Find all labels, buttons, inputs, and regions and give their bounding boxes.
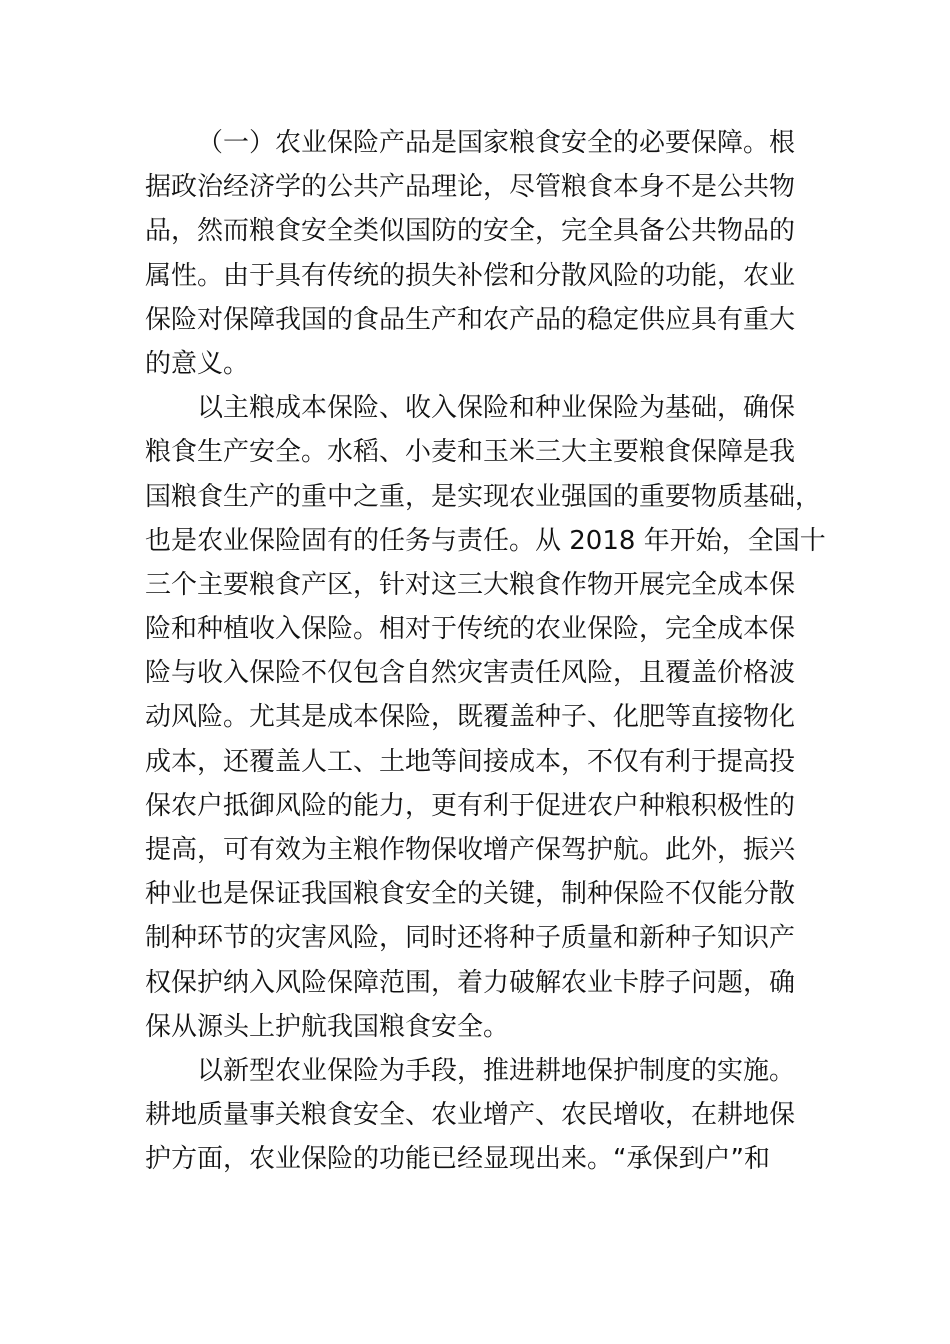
text-line: 提高，可有效为主粮作物保收增产保驾护航。此外，振兴 xyxy=(145,835,796,865)
text-line: 制种环节的灾害风险，同时还将种子质量和新种子知识产 xyxy=(145,923,796,954)
text-line: 据政治经济学的公共产品理论，尽管粮食本身不是公共物 xyxy=(145,172,796,203)
paragraph-1 xyxy=(145,121,796,386)
text-line: 也是农业保险固有的任务与责任。从 2018 年开始，全国十 xyxy=(145,525,826,556)
text-line: 属性。由于具有传统的损失补偿和分散风险的功能，农业 xyxy=(145,260,796,291)
text-line: （一）农业保险产品是国家粮食安全的必要保障。根 xyxy=(197,128,796,158)
paragraph-3 xyxy=(145,1049,796,1182)
text-line: 成本，还覆盖人工、土地等间接成本，不仅有利于提高投 xyxy=(145,746,796,777)
text-line: 耕地质量事关粮食安全、农业增产、农民增收，在耕地保 xyxy=(145,1100,796,1131)
text-line: 的意义。 xyxy=(145,348,250,379)
paragraph-2 xyxy=(145,386,826,1049)
text-line: 护方面，农业保险的功能已经显现出来。“承保到户”和 xyxy=(145,1144,770,1175)
document-body xyxy=(145,121,826,1182)
text-line: 险与收入保险不仅包含自然灾害责任风险，且覆盖价格波 xyxy=(145,658,796,689)
text-line: 品，然而粮食安全类似国防的安全，完全具备公共物品的 xyxy=(145,216,796,247)
text-line: 动风险。尤其是成本保险，既覆盖种子、化肥等直接物化 xyxy=(145,702,796,733)
text-line: 权保护纳入风险保障范围，着力破解农业卡脖子问题，确 xyxy=(145,967,796,998)
text-line: 粮食生产安全。水稻、小麦和玉米三大主要粮食保障是我 xyxy=(145,437,796,468)
text-line: 国粮食生产的重中之重，是实现农业强国的重要物质基础， xyxy=(145,481,822,512)
text-line: 保从源头上护航我国粮食安全。 xyxy=(145,1011,510,1042)
text-line: 种业也是保证我国粮食安全的关键，制种保险不仅能分散 xyxy=(145,879,796,910)
text-line: 以主粮成本保险、收入保险和种业保险为基础，确保 xyxy=(197,393,796,424)
text-line: 三个主要粮食产区，针对这三大粮食作物开展完全成本保 xyxy=(145,569,796,600)
text-line: 险和种植收入保险。相对于传统的农业保险，完全成本保 xyxy=(145,614,796,645)
text-line: 保农户抵御风险的能力，更有利于促进农户种粮积极性的 xyxy=(145,790,796,821)
text-line: 保险对保障我国的食品生产和农产品的稳定供应具有重大 xyxy=(145,304,796,335)
text-line: 以新型农业保险为手段，推进耕地保护制度的实施。 xyxy=(197,1055,796,1086)
